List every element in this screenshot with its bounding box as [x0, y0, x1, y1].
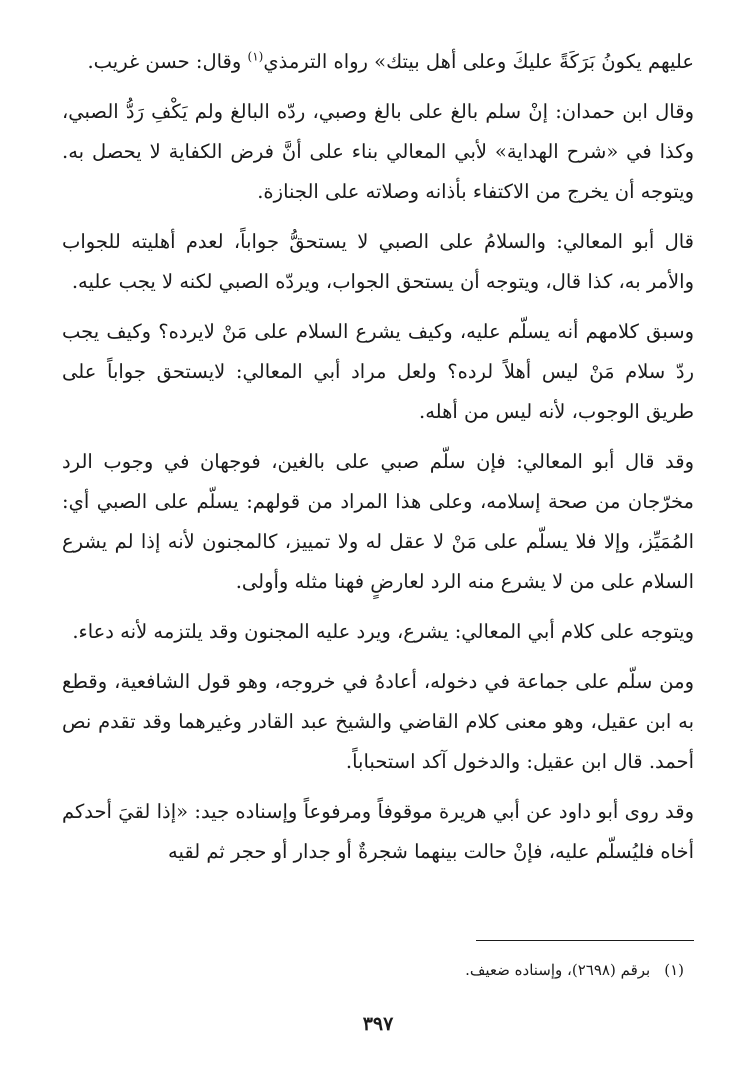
- paragraph-3: قال أبو المعالي: والسلامُ على الصبي لا يستحقُّ جواباً، لعدم أهليته للجواب والأمر به، كذا قال، ويتوجه أن يستحق الجواب، ويردّه الصبي لكنه لا يجب عليه.: [62, 230, 694, 293]
- paragraph-1: [62, 42, 694, 82]
- footnote-reference[interactable]: (١): [247, 49, 264, 64]
- paragraph-7: ومن سلّم على جماعة في دخوله، أعادهُ في خروجه، وهو قول الشافعية، وقطع به ابن عقيل، وهو معنى كلام القاضي والشيخ عبد القادر وغيرهما وقد تقدم نص أحمد. قال ابن عقيل: والدخول آكد استحباباً.: [62, 670, 694, 773]
- footnote: [62, 958, 684, 982]
- footnote-separator: [476, 940, 694, 941]
- paragraph-1-text-a: عليهم يكونُ بَرَكَةً عليكَ وعلى أهل بيتك» رواه الترمذي: [263, 50, 694, 73]
- paragraph-6: ويتوجه على كلام أبي المعالي: يشرع، ويرد عليه المجنون وقد يلتزمه لأنه دعاء.: [72, 620, 694, 643]
- paragraph-1-text-b: وقال: حسن غريب.: [87, 50, 248, 73]
- footnote-number: (١): [664, 961, 684, 979]
- footnote-text: برقم (٢٦٩٨)، وإسناده ضعيف.: [465, 961, 651, 979]
- page-number: ٣٩٧: [362, 1013, 394, 1035]
- paragraph-5: وقد قال أبو المعالي: فإن سلّم صبي على بالغين، فوجهان في وجوب الرد مخرّجان من صحة إسلامه، وعلى هذا المراد من قولهم: يسلّم على الصبي أي: المُمَيِّز، وإلا فلا يسلّم على مَنْ لا عقل له ولا تمييز، كالمجنون لأنه إذا لم يشرع السلام على من لا يشرع منه الرد لعارضٍ فهنا مثله وأولى.: [62, 450, 694, 593]
- paragraph-2: وقال ابن حمدان: إنْ سلم بالغ على بالغ وصبي، ردّه البالغ ولم يَكْفِ رَدُّ الصبي، وكذا في «شرح الهداية» لأبي المعالي بناء على أنَّ فرض الكفاية لا يحصل به. ويتوجه أن يخرج من الاكتفاء بأذانه وصلاته على الجنازة.: [62, 100, 694, 203]
- paragraph-8: وقد روى أبو داود عن أبي هريرة موقوفاً ومرفوعاً وإسناده جيد: «إذا لقيَ أحدكم أخاه فليُسلّم عليه، فإنْ حالت بينهما شجرةٌ أو جدار أو حجر ثم لقيه: [62, 800, 694, 863]
- paragraph-4: وسبق كلامهم أنه يسلّم عليه، وكيف يشرع السلام على مَنْ لايرده؟ وكيف يجب ردّ سلام مَنْ ليس أهلاً لرده؟ ولعل مراد أبي المعالي: لايستحق جواباً على طريق الوجوب، لأنه ليس من أهله.: [62, 320, 694, 423]
